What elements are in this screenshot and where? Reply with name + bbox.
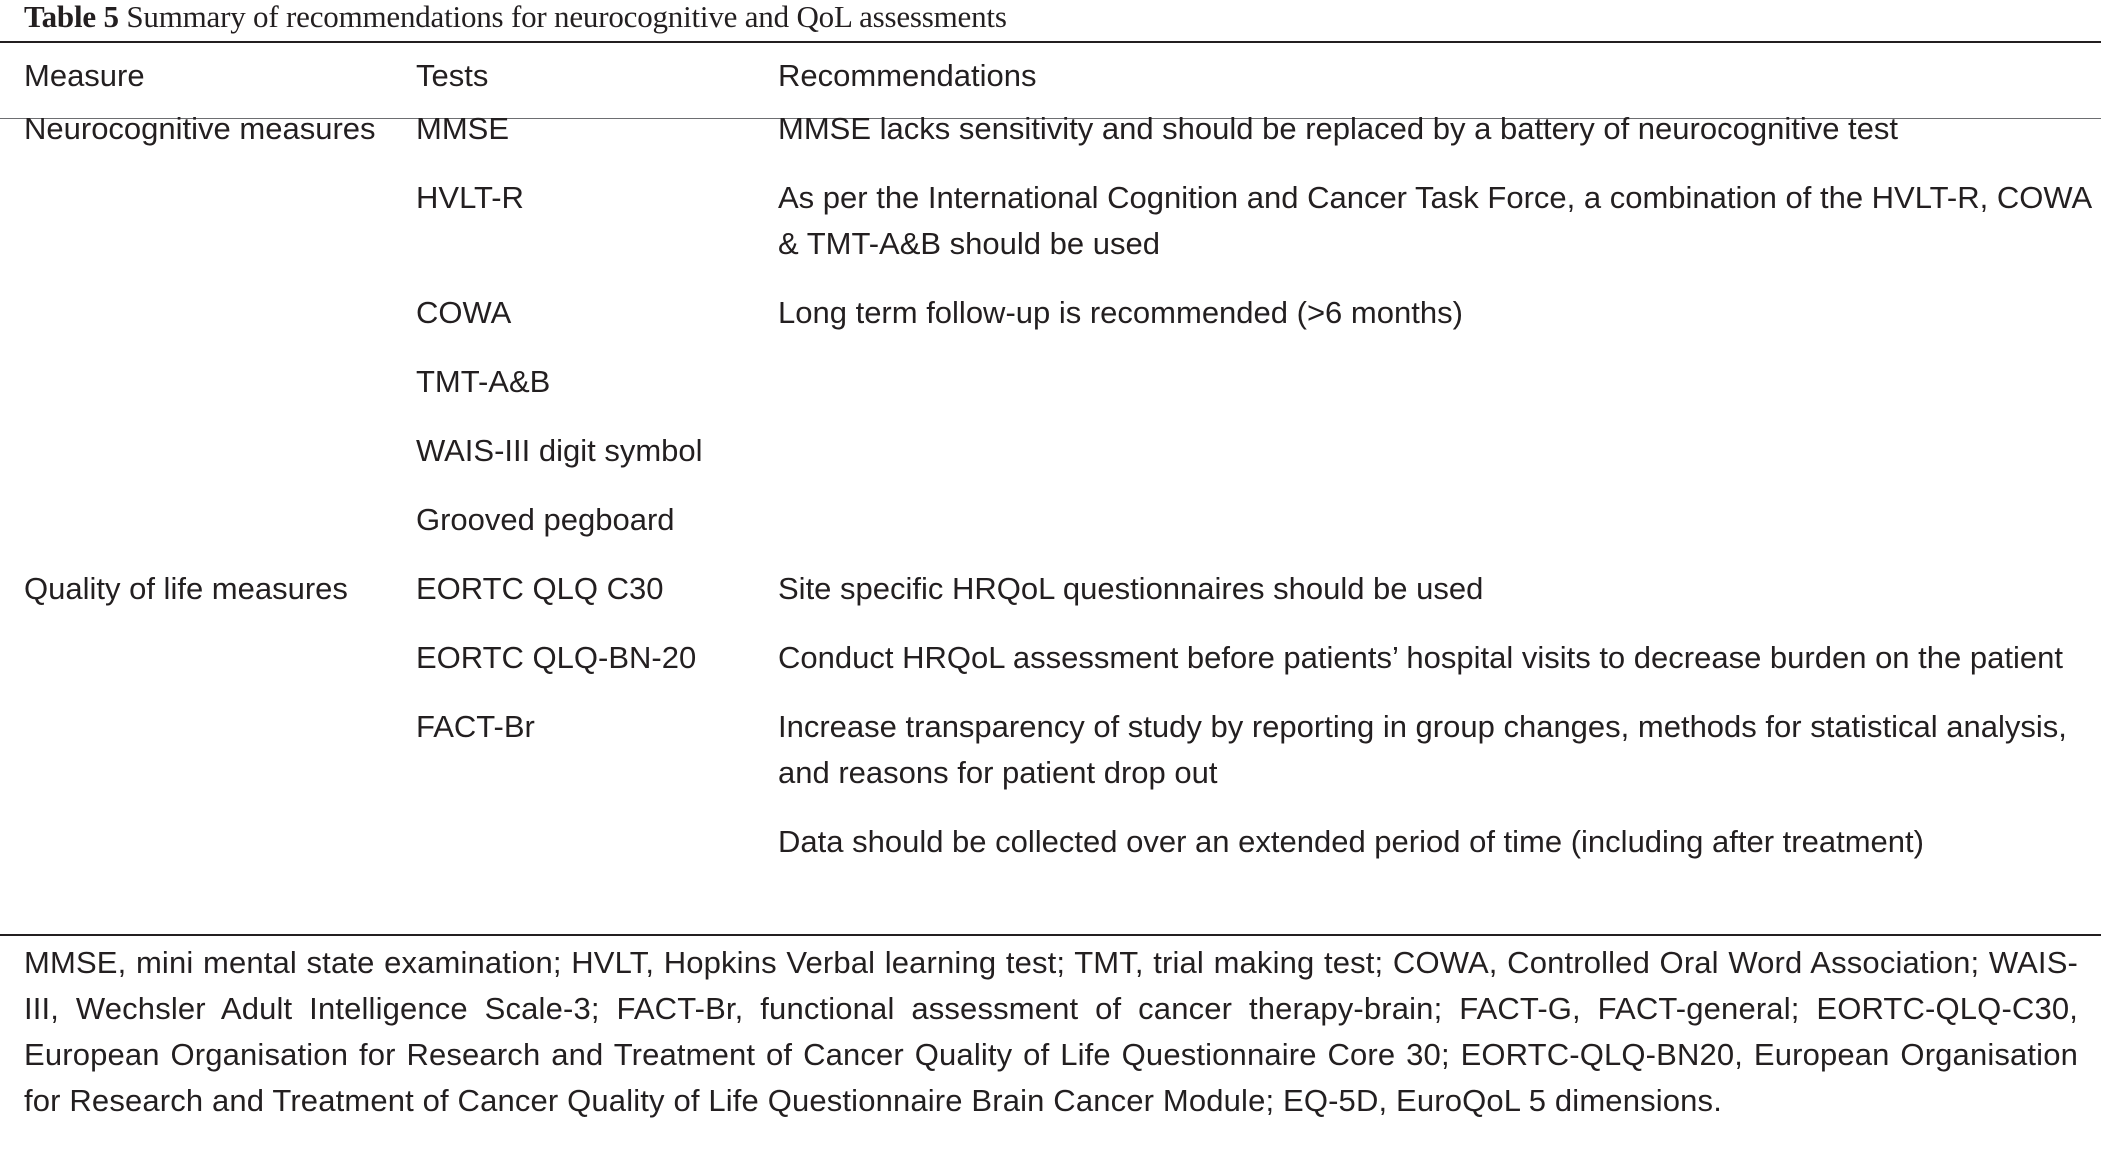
measure-cell <box>0 428 416 497</box>
test-cell: HVLT-R <box>416 180 524 215</box>
recommendation-cell: MMSE lacks sensitivity and should be replaced by a battery of neurocognitive test <box>778 111 1899 146</box>
column-header-tests: Tests <box>416 58 489 93</box>
table-body <box>0 106 2101 888</box>
table-row <box>0 635 2101 704</box>
recommendations-table <box>0 43 2101 888</box>
recommendation-cell: Site specific HRQoL questionnaires should be used <box>778 571 1484 606</box>
test-cell: Grooved pegboard <box>416 502 675 537</box>
column-header-recommendations: Recommendations <box>778 58 1037 93</box>
table-row <box>0 497 2101 566</box>
measure-cell <box>0 359 416 428</box>
measure-cell <box>0 635 416 704</box>
measure-cell <box>0 497 416 566</box>
recommendation-cell: As per the International Cognition and Cancer Task Force, a combination of the HVLT-R, COWA & TMT-A&B should be used <box>778 180 2091 261</box>
test-cell: WAIS-III digit symbol <box>416 433 703 468</box>
measure-cell: Quality of life measures <box>24 571 348 606</box>
recommendation-cell: Conduct HRQoL assessment before patients’ hospital visits to decrease burden on the patient <box>778 640 2063 675</box>
recommendation-cell: Long term follow-up is recommended (>6 months) <box>778 295 1463 330</box>
table-row <box>0 428 2101 497</box>
measure-cell <box>0 290 416 359</box>
table-row <box>0 359 2101 428</box>
test-cell <box>416 819 778 888</box>
table-row <box>0 106 2101 175</box>
test-cell: EORTC QLQ C30 <box>416 571 664 606</box>
measure-cell <box>0 175 416 290</box>
table-caption: Summary of recommendations for neurocognitive and QoL assessments <box>126 0 1007 34</box>
table-title <box>24 0 1007 34</box>
column-header-measure: Measure <box>24 58 145 93</box>
table-row <box>0 290 2101 359</box>
recommendation-cell <box>778 497 2101 566</box>
table-header <box>0 43 2101 106</box>
table-row <box>0 819 2101 888</box>
bottom-rule <box>0 934 2101 936</box>
test-cell: COWA <box>416 295 512 330</box>
measure-cell: Neurocognitive measures <box>24 111 376 146</box>
table-label: Table 5 <box>24 0 119 34</box>
recommendation-cell: Data should be collected over an extended period of time (including after treatment) <box>778 824 1924 859</box>
test-cell: FACT-Br <box>416 709 535 744</box>
table-row <box>0 175 2101 290</box>
recommendation-cell <box>778 428 2101 497</box>
header-row <box>0 43 2101 106</box>
table-footnote: MMSE, mini mental state examination; HVLT, Hopkins Verbal learning test; TMT, trial making test; COWA, Controlled Oral Word Association; WAIS-III, Wechsler Adult Intelligence Scale-3; FACT-Br, functional assessment of cancer therapy-brain; FACT-G, FACT-general; EORTC-QLQ-C30, European Organisation for Research and Treatment of Cancer Quality of Life Questionnaire Core 30; EORTC-QLQ-BN20, European Organisation for Research and Treatment of Cancer Quality of Life Questionnaire Brain Cancer Module; EQ-5D, EuroQoL 5 dimensions. <box>24 945 2078 1118</box>
recommendation-cell: Increase transparency of study by reporting in group changes, methods for statistical analysis, and reasons for patient drop out <box>778 709 2067 790</box>
test-cell: EORTC QLQ-BN-20 <box>416 640 697 675</box>
measure-cell <box>0 704 416 819</box>
table-row <box>0 704 2101 819</box>
recommendation-cell <box>778 359 2101 428</box>
table-row <box>0 566 2101 635</box>
measure-cell <box>0 819 416 888</box>
test-cell: MMSE <box>416 111 509 146</box>
test-cell: TMT-A&B <box>416 364 551 399</box>
